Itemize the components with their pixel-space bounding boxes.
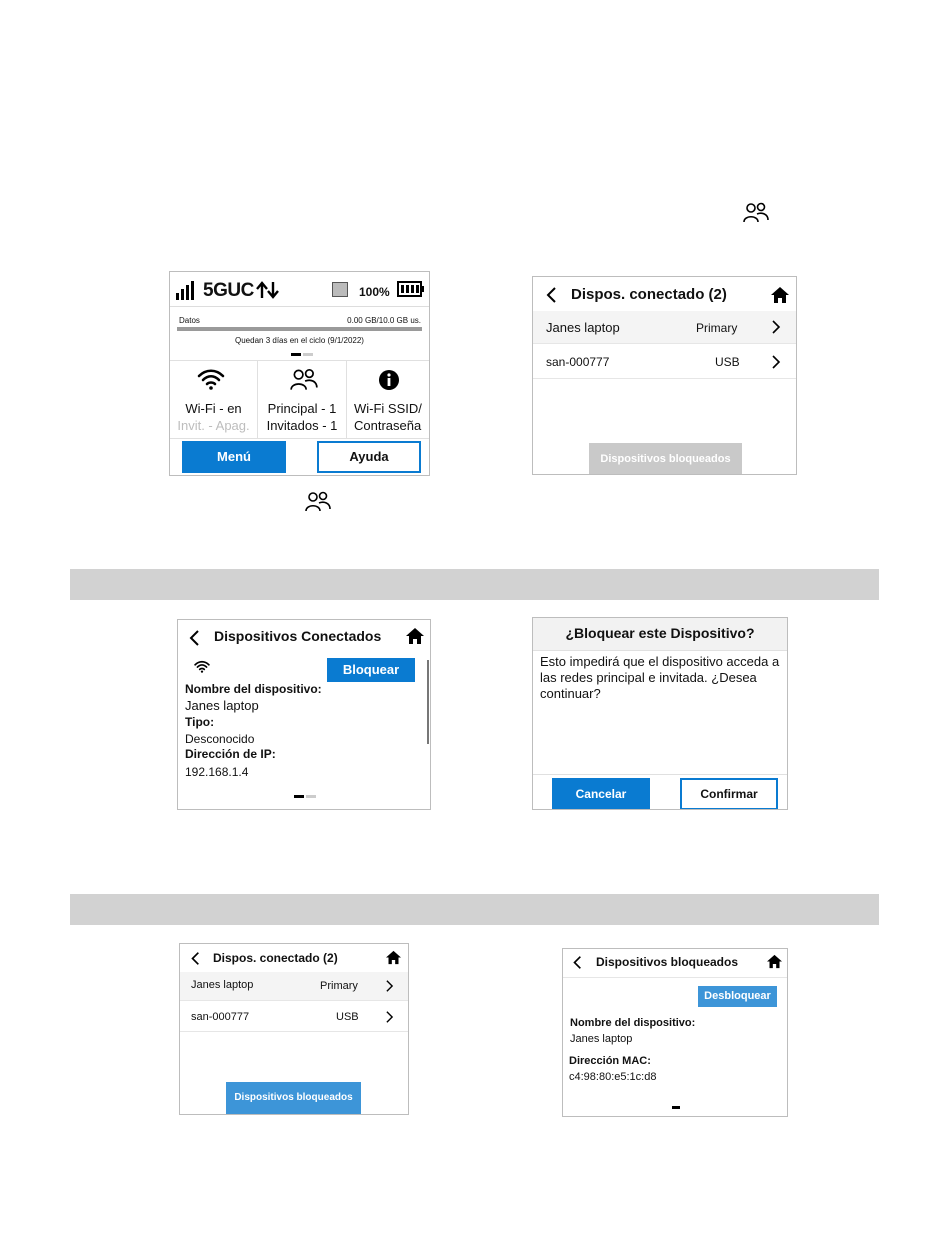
people-icon bbox=[289, 367, 319, 398]
data-label: Datos bbox=[179, 316, 200, 325]
devices-tile[interactable] bbox=[258, 360, 346, 438]
home-screen bbox=[169, 271, 430, 476]
dialog-title: ¿Bloquear este Dispositivo? bbox=[565, 625, 755, 641]
device-name: san-000777 bbox=[546, 355, 610, 369]
info-tile[interactable] bbox=[347, 360, 430, 438]
back-icon[interactable] bbox=[545, 286, 557, 309]
device-name-label: Nombre del dispositivo: bbox=[185, 682, 322, 696]
blocked-devices-button[interactable]: Dispositivos bloqueados bbox=[226, 1082, 361, 1114]
page-indicator bbox=[294, 795, 304, 798]
connected-devices-screen bbox=[179, 943, 409, 1115]
device-type: Primary bbox=[320, 980, 358, 992]
device-row[interactable] bbox=[180, 972, 408, 1001]
data-usage: 0.00 GB/10.0 GB us. bbox=[347, 316, 421, 325]
wifi-status: Wi-Fi - en bbox=[185, 401, 242, 416]
chevron-right-icon bbox=[771, 354, 781, 375]
device-type: USB bbox=[715, 355, 740, 369]
block-button[interactable]: Bloquear bbox=[327, 658, 415, 682]
cycle-text: Quedan 3 días en el ciclo (9/1/2022) bbox=[235, 336, 364, 345]
blocked-devices-screen bbox=[562, 948, 788, 1117]
block-dialog bbox=[532, 617, 788, 810]
confirm-button[interactable]: Confirmar bbox=[680, 778, 778, 810]
device-name-value: Janes laptop bbox=[570, 1033, 633, 1045]
wifi-icon bbox=[197, 368, 225, 395]
screen-title: Dispositivos Conectados bbox=[214, 628, 382, 644]
section-divider bbox=[70, 894, 879, 925]
device-type: USB bbox=[336, 1011, 359, 1023]
home-icon[interactable] bbox=[385, 950, 402, 970]
wifi-icon bbox=[194, 660, 210, 678]
device-name-label: Nombre del dispositivo: bbox=[570, 1017, 696, 1029]
type-label: Tipo: bbox=[185, 715, 215, 729]
screen-title: Dispos. conectado (2) bbox=[213, 951, 338, 965]
scrollbar[interactable] bbox=[427, 660, 429, 744]
back-icon[interactable] bbox=[188, 629, 200, 652]
guest-count: Invitados - 1 bbox=[266, 418, 338, 433]
password-label: Contraseña bbox=[354, 418, 422, 433]
guest-status: Invit. - Apag. bbox=[177, 418, 250, 433]
device-name: Janes laptop bbox=[546, 320, 620, 335]
device-row[interactable] bbox=[533, 311, 796, 344]
blocked-devices-button[interactable]: Dispositivos bloqueados bbox=[589, 443, 742, 475]
wifi-tile[interactable] bbox=[170, 360, 257, 438]
screen-title: Dispos. conectado (2) bbox=[571, 286, 727, 303]
info-icon bbox=[378, 369, 400, 396]
home-icon[interactable] bbox=[766, 954, 783, 974]
type-value: Desconocido bbox=[185, 732, 255, 746]
screen-title: Dispositivos bloqueados bbox=[596, 955, 739, 969]
notification-icon bbox=[332, 282, 348, 297]
device-type: Primary bbox=[696, 321, 738, 335]
ip-label: Dirección de IP: bbox=[185, 747, 276, 761]
primary-count: Principal - 1 bbox=[267, 401, 337, 416]
signal-icon bbox=[176, 280, 198, 305]
chevron-right-icon bbox=[385, 1010, 394, 1029]
page-indicator bbox=[672, 1106, 680, 1109]
usage-bar bbox=[177, 327, 422, 331]
battery-icon bbox=[397, 281, 425, 302]
transfer-arrows-icon bbox=[256, 281, 280, 304]
chevron-right-icon bbox=[771, 319, 781, 340]
battery-percent: 100% bbox=[359, 285, 390, 299]
page-indicator bbox=[291, 353, 301, 356]
cancel-button[interactable]: Cancelar bbox=[552, 778, 650, 810]
ssid-label: Wi-Fi SSID/ bbox=[354, 401, 422, 416]
unblock-button[interactable]: Desbloquear bbox=[698, 986, 777, 1007]
mac-label: Dirección MAC: bbox=[569, 1055, 651, 1067]
device-row[interactable] bbox=[180, 1001, 408, 1032]
home-icon[interactable] bbox=[405, 627, 425, 650]
back-icon[interactable] bbox=[190, 951, 200, 971]
device-name: san-000777 bbox=[191, 1011, 250, 1023]
menu-button[interactable]: Menú bbox=[182, 441, 286, 473]
section-divider bbox=[70, 569, 879, 600]
device-name: Janes laptop bbox=[191, 979, 254, 991]
device-row[interactable] bbox=[533, 344, 796, 379]
network-type: 5GUC bbox=[203, 280, 254, 301]
home-icon[interactable] bbox=[770, 286, 790, 309]
connected-devices-screen bbox=[532, 276, 797, 475]
people-icon bbox=[742, 201, 770, 225]
device-name-value: Janes laptop bbox=[185, 698, 259, 713]
people-icon bbox=[304, 490, 332, 514]
chevron-right-icon bbox=[385, 979, 394, 998]
mac-value: c4:98:80:e5:1c:d8 bbox=[569, 1071, 657, 1083]
device-detail-screen bbox=[177, 619, 431, 810]
ip-value: 192.168.1.4 bbox=[185, 765, 249, 779]
dialog-message: Esto impedirá que el dispositivo acceda a las redes principal e invitada. ¿Desea continuar? bbox=[540, 654, 780, 701]
help-button[interactable]: Ayuda bbox=[317, 441, 421, 473]
back-icon[interactable] bbox=[572, 955, 582, 975]
